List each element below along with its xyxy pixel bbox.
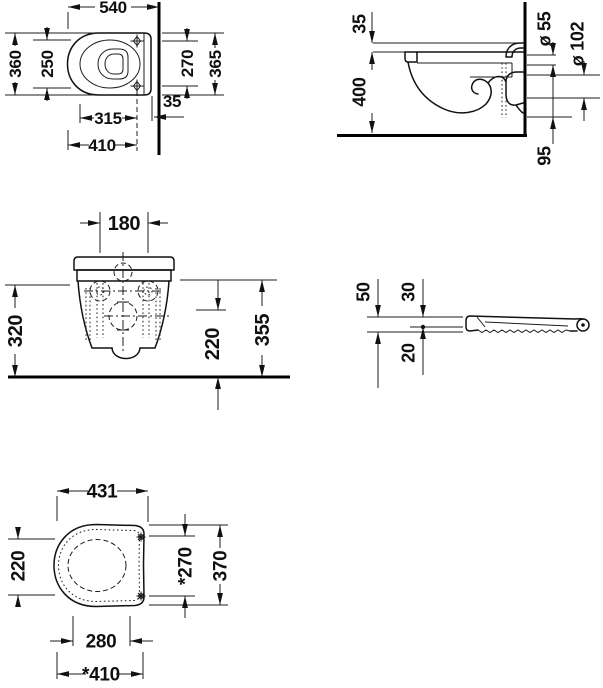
dim-fixing-span-label: 270 (177, 49, 197, 78)
dim-rim-height (202, 280, 224, 410)
toilet-side-view (337, 2, 600, 166)
hinge-pin (581, 323, 585, 327)
dim-inner-width-label: 280 (85, 631, 117, 653)
dim-overall-depth (68, 0, 159, 17)
fixing-hole-mark-top (131, 35, 144, 48)
dim-seat-length-label: *410 (82, 664, 120, 686)
dim-outer-span (206, 33, 225, 95)
reference-lines (367, 317, 463, 332)
dim-overall-depth-label: 540 (99, 0, 127, 17)
dim-fixing-span (178, 28, 197, 99)
rim-inner-line (80, 40, 140, 88)
dim-hinge-span (176, 514, 197, 618)
dim-top-height (252, 280, 274, 377)
dim-fixing-to-front (80, 109, 137, 128)
dim-outlet-offset (534, 117, 554, 166)
dim-tank-width (80, 213, 168, 235)
dim-inner-width-label: 250 (37, 50, 57, 78)
dim-lower (398, 343, 418, 363)
dim-outer-span-label: 365 (205, 50, 225, 78)
dim-height (349, 52, 372, 133)
toilet-front-view (5, 212, 290, 410)
dim-lid-length-label: 431 (86, 481, 118, 503)
dim-inner-width (50, 632, 153, 653)
dim-depth-label: 370 (210, 550, 232, 582)
seat-opening-hidden-line (68, 540, 126, 592)
dim-outlet-offset-label: 95 (534, 146, 555, 166)
dim-outer-width (6, 33, 25, 95)
rim-section-lines (417, 63, 512, 77)
dim-lower-label: 20 (398, 343, 419, 363)
extension-lines (8, 496, 228, 679)
seat-outline (54, 525, 144, 607)
toilet-top-view (5, 0, 225, 155)
dim-outlet-dia-label: ø 102 (567, 21, 588, 67)
dim-body-depth-label: 410 (88, 135, 116, 155)
dim-flush-dia (534, 11, 554, 117)
dim-underside-height (5, 285, 27, 377)
dim-front-width-label: 220 (8, 550, 30, 582)
dim-tank-width-label: 180 (107, 213, 141, 235)
dim-top-height-label: 355 (252, 313, 274, 347)
dim-rim-height-label: 220 (202, 327, 224, 361)
dim-fixing-to-front-label: 315 (94, 108, 122, 128)
dim-seat-length (57, 665, 143, 686)
fixing-hole-mark-bottom (131, 80, 144, 93)
flush-elbow (506, 43, 523, 57)
dim-body-depth (68, 136, 137, 155)
dim-outer-width-label: 360 (5, 50, 25, 78)
dim-total-thickness (353, 279, 378, 388)
dim-height-label: 400 (349, 77, 370, 107)
seat-sawtooth-edge (478, 330, 570, 333)
dim-outlet-dia (567, 21, 587, 121)
seat-top-view (8, 482, 232, 686)
bowl-profile (408, 62, 491, 113)
water-area-inner (105, 54, 123, 74)
dim-inner-width (38, 27, 57, 101)
lid-band (77, 270, 171, 281)
extension-lines (5, 212, 277, 310)
dim-top-offset (349, 12, 372, 43)
seat-side-view (353, 279, 589, 388)
outlet-arc (112, 348, 140, 359)
reference-lines (527, 55, 600, 117)
dim-underside-height-label: 320 (5, 314, 27, 348)
dim-lid-length (57, 482, 148, 503)
dim-flush-dia-label: ø 55 (534, 11, 555, 47)
dim-top-offset-label: 35 (349, 14, 370, 34)
dim-upper-label: 30 (398, 282, 419, 302)
seat-ring-hidden-line (59, 530, 140, 602)
dim-hinge-span-label: *270 (175, 547, 197, 585)
front-bumper (405, 52, 417, 62)
dim-depth (211, 525, 232, 605)
dim-total-thickness-label: 50 (353, 282, 374, 302)
dim-wall-gap-label: 35 (162, 92, 182, 111)
